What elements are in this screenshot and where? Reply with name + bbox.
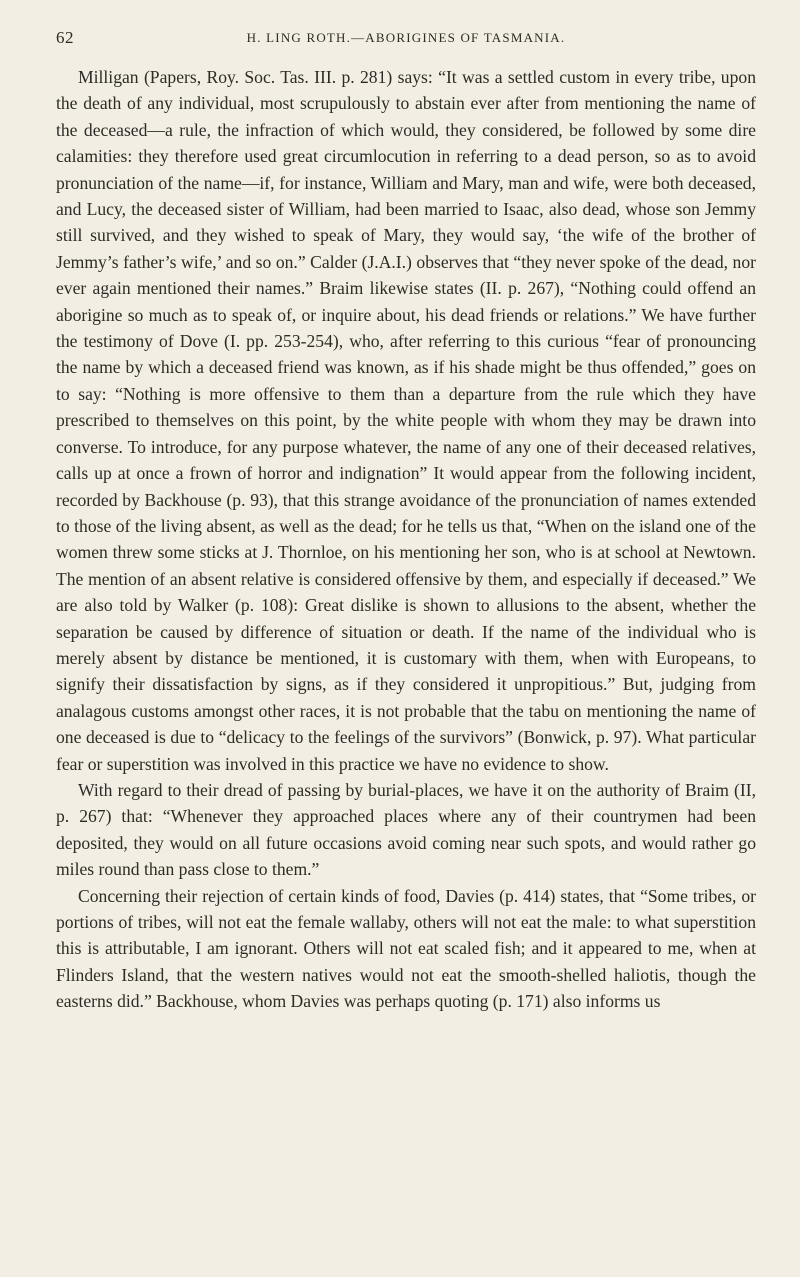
paragraph-food-rejection: Concerning their rejection of certain kinds of food, Davies (p. 414) states, that “Some tribes, or portions of tribes, will not eat the female wallaby, others will not eat the male: to what superstition this is attributable, I am ignorant. Others will not eat scaled fish; and it appeared to me, when at Flinders Island, that the western natives would not eat the smooth-shelled haliotis, though the easterns did.” Backhouse, whom Davies was perhaps quoting (p. 171) also informs us [56,885,756,1012]
paragraph-name-avoidance: Milligan (Papers, Roy. Soc. Tas. III. p. 281) says: “It was a settled custom in every tribe, upon the death of any individual, most scrupulously to abstain ever after from mentioning the name of the deceased—a rule, the infraction of which would, they considered, be followed by some dire calamities: they therefore used great circumlocution in referring to a dead person, so as to avoid pronunciation of the name—if, for instance, William and Mary, man and wife, were both deceased, and Lucy, the deceased sister of William, had been married to Isaac, also dead, whose son Jemmy still survived, and they wished to speak of Mary, they would say, ‘the wife of the brother of Jemmy’s father’s wife,’ and so on.” Calder (J.A.I.) observes that “they never spoke of the dead, nor ever again mentioned their names.” Braim likewise states (II. p. 267), “Nothing could offend an aborigine so much as to speak of, or inquire about, his dead friends or relations.” We have further the testimony of Dove (I. pp. 253-254), who, after referring to this curious “fear of pronouncing the name by which a deceased friend was known, as if his shade might be thus offended,” goes on to say: “Nothing is more offensive to them than a departure from the rule which they have prescribed to themselves on this point, by the white people with whom they may be drawn into converse. To introduce, for any purpose whatever, the name of any one of their deceased relatives, calls up at once a frown of horror and indignation” It would appear from the following incident, recorded by Backhouse (p. 93), that this strange avoidance of the pronunciation of names extended to those of the living absent, as well as the dead; for he tells us that, “When on the island one of the women threw some sticks at J. Thornloe, on his mentioning her son, who is at school at Newtown. The mention of an absent relative is considered offensive by them, and especially if deceased.” We are also told by Walker (p. 108): Great dislike is shown to allusions to the absent, whether the separation be caused by difference of situation or death. If the name of the individual who is merely absent by distance be mentioned, it is customary with them, when with Europeans, to signify their dissatisfaction by signs, as if they considered it unpropitious.” But, judging from analagous customs amongst other races, it is not probable that the tabu on mentioning the name of one deceased is due to “delicacy to the feelings of the survivors” (Bonwick, p. 97). What particular fear or superstition was involved in this practice we have no evidence to show. [56,67,756,774]
page-number: 62 [56,28,74,47]
running-title: H. LING ROTH.—ABORIGINES OF TASMANIA. [246,30,566,45]
body-text [56,64,756,1015]
paragraph-burial-places: With regard to their dread of passing by burial-places, we have it on the authority of Braim (II, p. 267) that: “Whenever they approached places where any of their countrymen had been deposited, they would on all future occasions avoid coming near such spots, and would rather go miles round than pass close to them.” [56,779,756,880]
running-head [56,28,756,58]
